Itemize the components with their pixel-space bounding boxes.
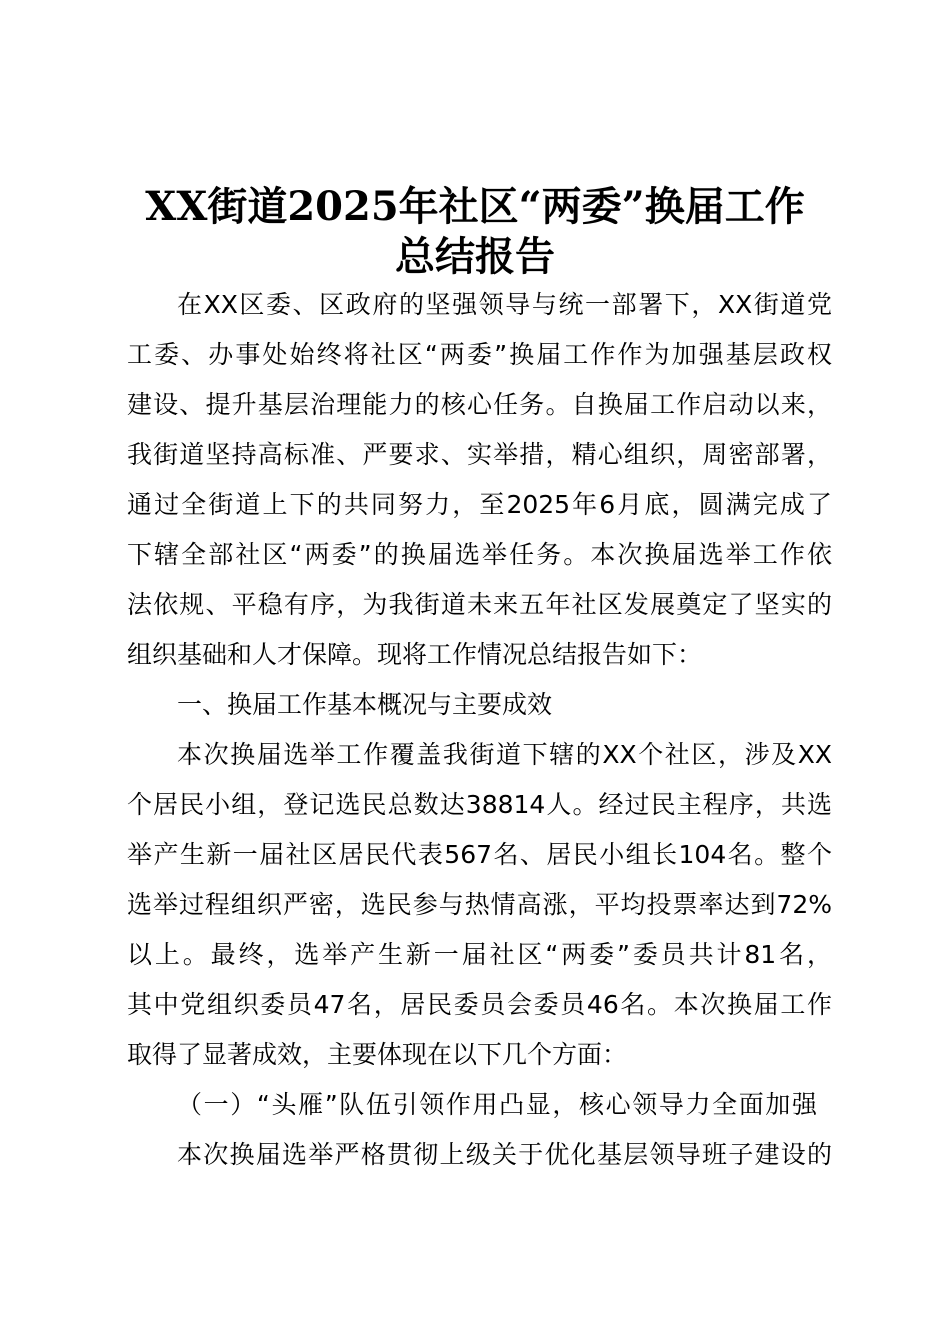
document-title-line-2: 总结报告 xyxy=(395,233,555,280)
paragraph-1-line-7: 法依规、平稳有序，为我街道未来五年社区发展奠定了坚实的 xyxy=(127,590,832,619)
paragraph-1-line-8: 组织基础和人才保障。现将工作情况总结报告如下： xyxy=(127,640,703,669)
paragraph-1-line-1: 在XX区委、区政府的坚强领导与统一部署下，XX街道党 xyxy=(177,290,832,319)
paragraph-2-line-5: 以上。最终，选举产生新一届社区“两委”委员共计81名， xyxy=(127,940,832,969)
paragraph-1-line-5: 通过全街道上下的共同努力，至2025年6月底，圆满完成了 xyxy=(127,490,832,519)
paragraph-2-line-4: 选举过程组织严密，选民参与热情高涨，平均投票率达到72% xyxy=(127,890,832,919)
paragraph-2-line-3: 举产生新一届社区居民代表567名、居民小组长104名。整个 xyxy=(127,840,832,869)
paragraph-2-line-2: 个居民小组，登记选民总数达38814人。经过民主程序，共选 xyxy=(127,790,832,819)
paragraph-1-line-3: 建设、提升基层治理能力的核心任务。自换届工作启动以来， xyxy=(127,390,832,419)
paragraph-2-line-7: 取得了显著成效，主要体现在以下几个方面： xyxy=(127,1040,628,1069)
section-heading-1: 一、换届工作基本概况与主要成效 xyxy=(177,690,553,719)
paragraph-3-line-1: 本次换届选举严格贯彻上级关于优化基层领导班子建设的 xyxy=(177,1140,832,1169)
paragraph-1-line-4: 我街道坚持高标准、严要求、实举措，精心组织，周密部署， xyxy=(127,440,832,469)
paragraph-2-line-6: 其中党组织委员47名，居民委员会委员46名。本次换届工作 xyxy=(127,990,832,1019)
paragraph-1-line-6: 下辖全部社区“两委”的换届选举任务。本次换届选举工作依 xyxy=(127,540,832,569)
subsection-heading-1: （一）“头雁”队伍引领作用凸显，核心领导力全面加强 xyxy=(177,1090,817,1119)
paragraph-1-line-2: 工委、办事处始终将社区“两委”换届工作作为加强基层政权 xyxy=(127,340,832,369)
document-title-line-1: XX街道2025年社区“两委”换届工作 xyxy=(145,183,805,230)
paragraph-2-line-1: 本次换届选举工作覆盖我街道下辖的XX个社区，涉及XX xyxy=(177,740,832,769)
